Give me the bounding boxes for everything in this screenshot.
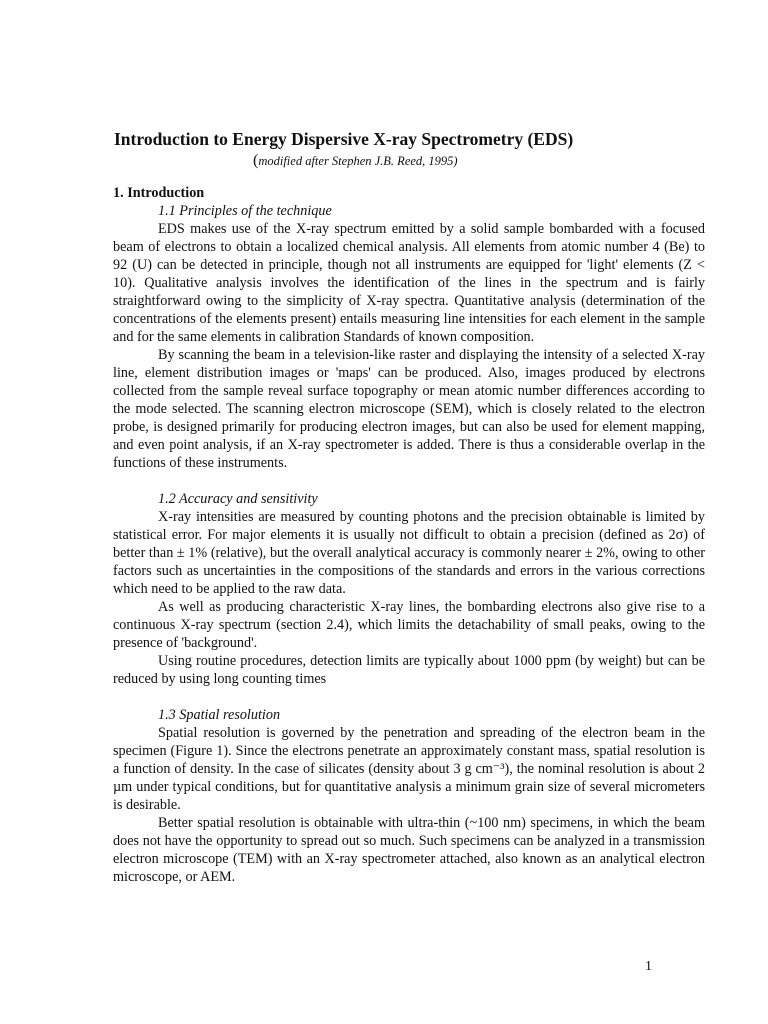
subsection-heading-accuracy: 1.2 Accuracy and sensitivity	[158, 491, 318, 507]
paragraph-principles-1: EDS makes use of the X-ray spectrum emitted by a solid sample bombarded with a focused beam of electrons to obtain a localized chemical analysis. All elements from atomic number 4 (Be) to 92 (U) can be detected in principle, though not all instruments are equipped for 'light' elements (Z < 10). Qualitative analysis involves the identification of the lines in the spectrum and is fairly straightforward owing to the simplicity of X-ray spectra. Quantitative analysis (determination of the concentrations of the elements present) entails measuring line intensities for each element in the sample and for the same elements in calibration Standards of known composition.	[113, 221, 705, 345]
subsection-heading-principles: 1.1 Principles of the technique	[158, 203, 332, 219]
subsection-heading-spatial-resolution: 1.3 Spatial resolution	[158, 707, 281, 723]
spacer	[113, 688, 705, 706]
paragraph-spatial-resolution-2: Better spatial resolution is obtainable with ultra-thin (~100 nm) specimens, in which the beam does not have the opportunity to spread out so much. Such specimens can be analyzed in a transmission electron microscope (TEM) with an X-ray spectrometer attached, also known as an analytical electron microscope, or AEM.	[113, 815, 705, 885]
document-title: Introduction to Energy Dispersive X-ray Spectrometry (EDS)	[114, 129, 574, 149]
document-subtitle	[253, 152, 458, 170]
spacer	[113, 472, 705, 490]
document-body	[113, 184, 705, 886]
page-number: 1	[645, 959, 652, 974]
paragraph-accuracy-3: Using routine procedures, detection limits are typically about 1000 ppm (by weight) but can be reduced by using long counting times	[113, 653, 705, 687]
section-heading-introduction: 1. Introduction	[113, 185, 205, 201]
subtitle-attribution: modified after Stephen J.B. Reed, 1995)	[258, 154, 458, 168]
paragraph-principles-2: By scanning the beam in a television-like raster and displaying the intensity of a selected X-ray line, element distribution images or 'maps' can be produced. Also, images produced by electrons collected from the sample reveal surface topography or mean atomic number differences according to the mode selected. The scanning electron microscope (SEM), which is closely related to the electron probe, is designed primarily for producing electron images, but can also be used for element mapping, and even point analysis, if an X-ray spectrometer is added. There is thus a considerable overlap in the functions of these instruments.	[113, 347, 705, 471]
paragraph-accuracy-1: X-ray intensities are measured by counting photons and the precision obtainable is limited by statistical error. For major elements it is usually not difficult to obtain a precision (defined as 2σ) of better than ± 1% (relative), but the overall analytical accuracy is commonly nearer ± 2%, owing to other factors such as uncertainties in the compositions of the standards and errors in the various corrections which need to be applied to the raw data.	[113, 509, 705, 597]
paragraph-spatial-resolution-1: Spatial resolution is governed by the penetration and spreading of the electron beam in the specimen (Figure 1). Since the electrons penetrate an approximately constant mass, spatial resolution is a function of density. In the case of silicates (density about 3 g cm⁻³), the nominal resolution is about 2 µm under typical conditions, but for quantitative analysis a minimum grain size of several micrometers is desirable.	[113, 725, 705, 813]
paragraph-accuracy-2: As well as producing characteristic X-ray lines, the bombarding electrons also give rise to a continuous X-ray spectrum (section 2.4), which limits the detachability of small peaks, owing to the presence of 'background'.	[113, 599, 705, 651]
subtitle-open-paren: (	[253, 152, 259, 169]
